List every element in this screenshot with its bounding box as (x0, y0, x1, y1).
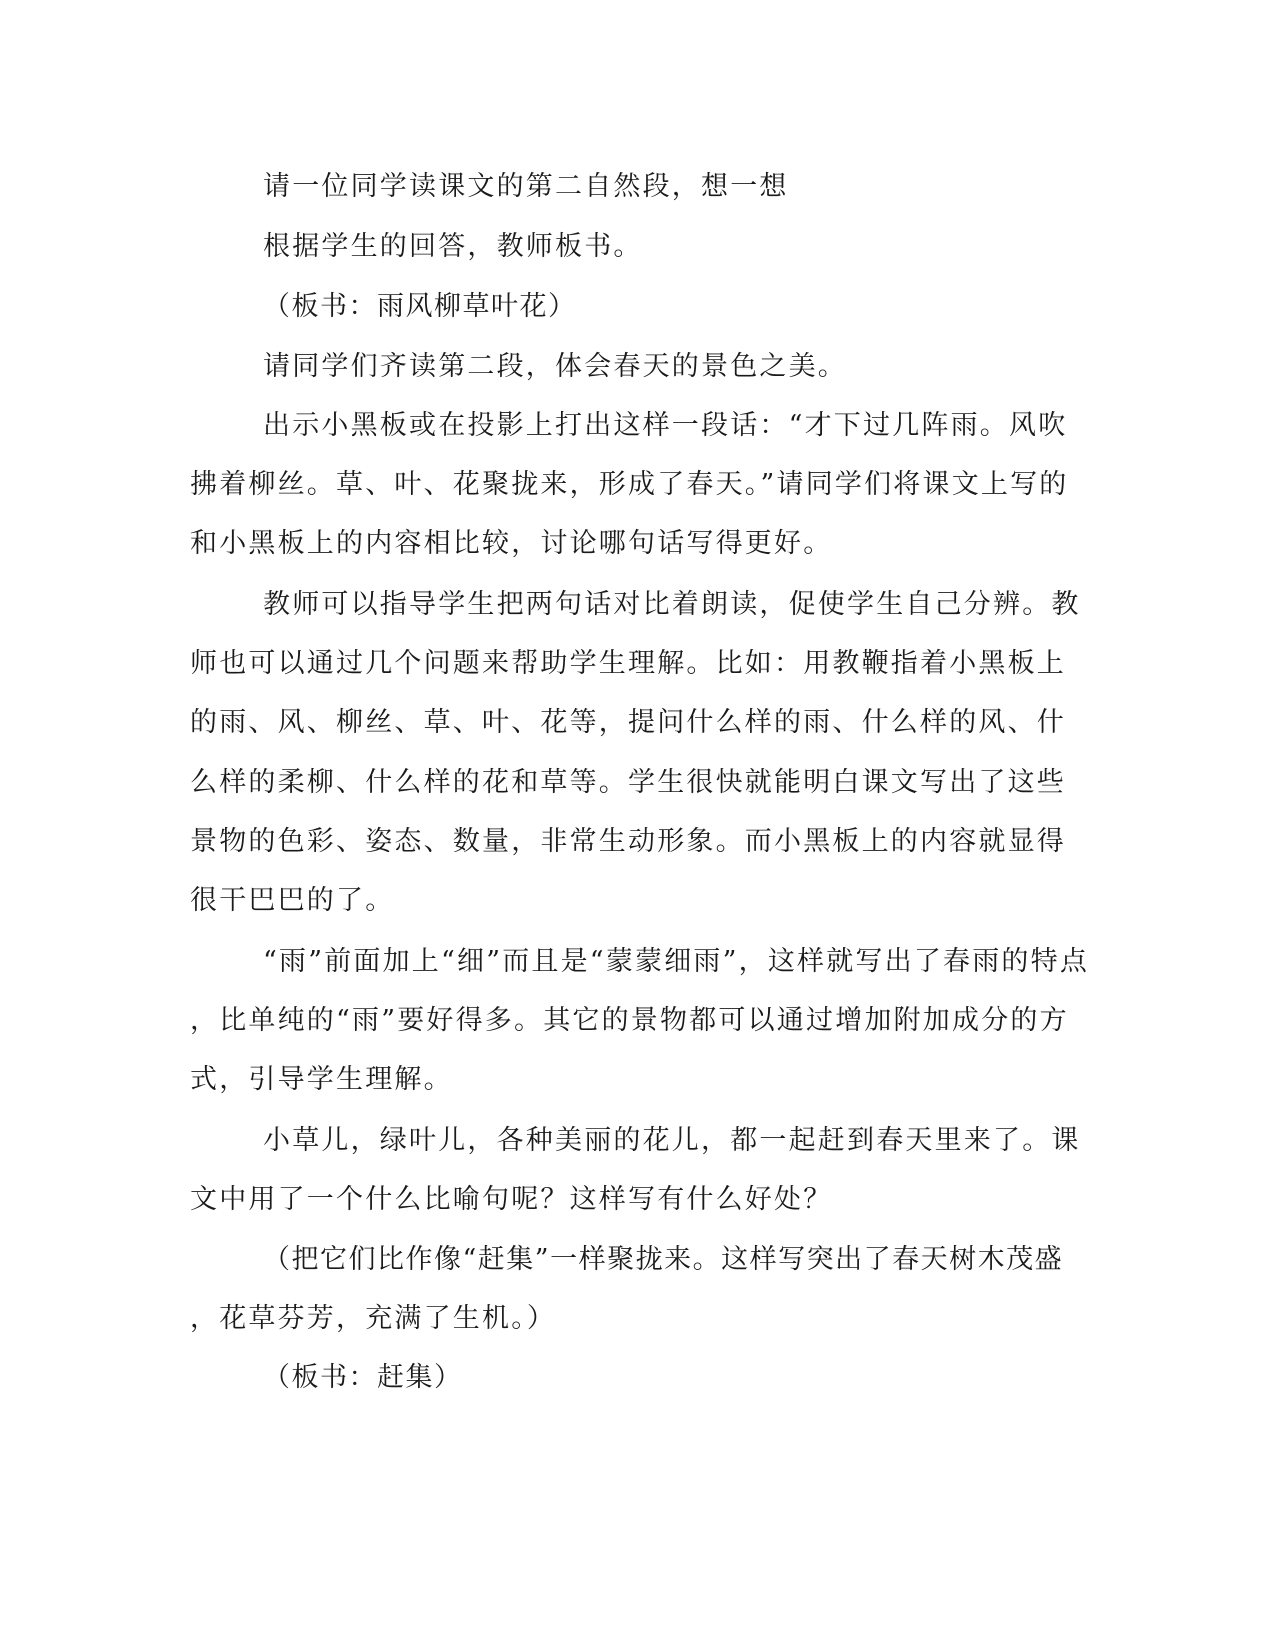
text-line: 很干巴巴的了。 (190, 885, 395, 916)
text-line: 文中用了一个什么比喻句呢？这样写有什么好处？ (190, 1184, 833, 1215)
text-line: 请同学们齐读第二段，体会春天的景色之美。 (263, 351, 847, 382)
text-line: 出示小黑板或在投影上打出这样一段话：“才下过几阵雨。风吹 (263, 410, 1068, 441)
blackboard-note: （板书：赶集） (263, 1362, 463, 1393)
text-line: 小草儿，绿叶儿，各种美丽的花儿，都一起赶到春天里来了。课 (263, 1125, 1081, 1156)
text-line: 拂着柳丝。草、叶、花聚拢来，形成了春天。”请同学们将课文上写的 (190, 469, 1069, 500)
text-line: 师也可以通过几个问题来帮助学生理解。比如：用教鞭指着小黑板上 (190, 648, 1066, 679)
text-line: 教师可以指导学生把两句话对比着朗读，促使学生自己分辨。教 (263, 589, 1081, 620)
text-line: 根据学生的回答，教师板书。 (263, 231, 643, 262)
text-line: ，比单纯的“雨”要好得多。其它的景物都可以通过增加附加成分的方 (190, 1005, 1069, 1036)
blackboard-note: （板书：雨风柳草叶花） (263, 291, 577, 322)
text-line: 景物的色彩、姿态、数量，非常生动形象。而小黑板上的内容就显得 (190, 826, 1066, 857)
text-line: 么样的柔柳、什么样的花和草等。学生很快就能明白课文写出了这些 (190, 767, 1066, 798)
text-line: 请一位同学读课文的第二自然段，想一想 (263, 171, 789, 202)
text-line: （把它们比作像“赶集”一样聚拢来。这样写突出了春天树木茂盛 (263, 1244, 1064, 1275)
text-line: ，花草芬芳，充满了生机。） (190, 1303, 557, 1334)
text-line: 和小黑板上的内容相比较，讨论哪句话写得更好。 (190, 528, 833, 559)
text-line: 的雨、风、柳丝、草、叶、花等，提问什么样的雨、什么样的风、什 (190, 707, 1066, 738)
text-line: “雨”前面加上“细”而且是“蒙蒙细雨”，这样就写出了春雨的特点 (263, 946, 1090, 977)
text-line: 式，引导学生理解。 (190, 1064, 453, 1095)
